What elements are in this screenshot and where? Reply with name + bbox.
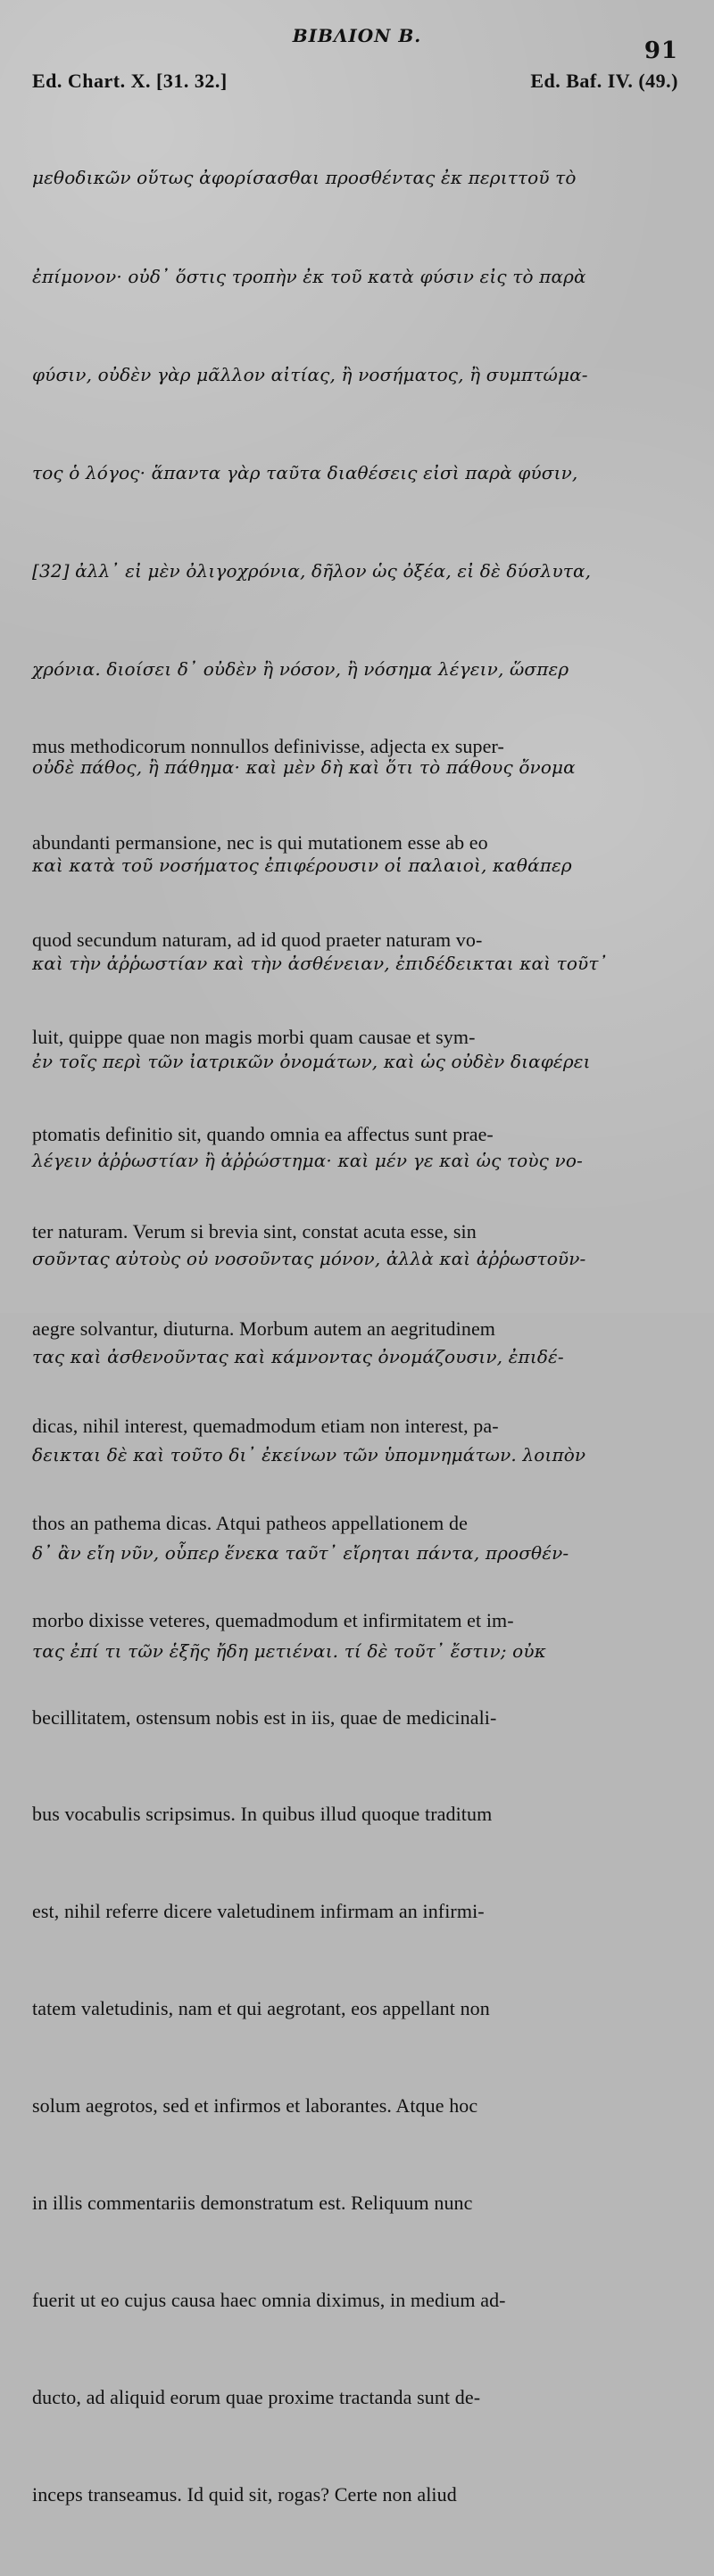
greek-line: σοῦντας αὐτοὺς οὐ νοσοῦντας μόνον, ἀλλὰ καὶ ἀῤῥωστοῦν- [32,1247,586,1269]
latin-line: bus vocabulis scripsimus. In quibus illud quoque traditum [32,1803,493,1826]
greek-line: χρόνια. διοίσει δ᾽ οὐδὲν ἢ νόσον, ἢ νόσημα λέγειν, ὥσπερ [32,657,569,680]
latin-line: ducto, ad aliquid eorum quae proxime tractanda sunt de- [32,2385,481,2408]
latin-line: quod secundum naturam, ad id quod praeter naturam vo- [32,929,483,952]
latin-line: mus methodicorum nonnullos definivisse, adjecta ex super- [32,734,504,757]
greek-line: καὶ κατὰ τοῦ νοσήματος ἐπιφέρουσιν οἱ παλαιοὶ, καθάπερ [32,855,572,877]
greek-line: φύσιν, οὐδὲν γὰρ μᾶλλον αἰτίας, ἢ νοσήματος, ἢ συμπτώμα- [32,363,588,385]
latin-line: inceps transeamus. Id quid sit, rogas? Certe non aliud [32,2482,457,2506]
greek-line: ἐπίμονον· οὐδ᾽ ὅστις τροπὴν ἐκ τοῦ κατὰ φύσιν εἰς τὸ παρὰ [32,265,586,287]
latin-text-block [32,665,682,2576]
latin-line: est, nihil referre dicere valetudinem infirmam an infirmi- [32,1900,485,1923]
latin-line: ptomatis definitio sit, quando omnia ea affectus sunt prae- [32,1123,494,1146]
latin-line: morbo dixisse veteres, quemadmodum et infirmitatem et im- [32,1608,514,1631]
greek-line: [32] ἀλλ᾽ εἰ μὲν ὀλιγοχρόνια, δῆλον ὡς ὀξέα, εἰ δὲ δύσλυτα, [32,559,592,582]
latin-line: dicas, nihil interest, quemadmodum etiam non interest, pa- [32,1414,499,1437]
right-edition-reference: Ed. Baf. IV. (49.) [530,70,678,92]
greek-line: λέγειν ἀῤῥωστίαν ἢ ἀῤῥώστημα· καὶ μέν γε καὶ ὡς τοὺς νο- [32,1149,583,1171]
greek-line: ἐν τοῖς περὶ τῶν ἰατρικῶν ὀνομάτων, καὶ ὡς οὐδὲν διαφέρει [32,1051,591,1073]
page-number: 91 [643,37,678,64]
latin-line: thos an pathema dicas. Atqui patheos appellationem de [32,1511,468,1534]
greek-line: τας καὶ ἀσθενοῦντας καὶ κάμνοντας ὀνομάζουσιν, ἐπιδέ- [32,1345,564,1367]
latin-line: becillitatem, ostensum nobis est in iis, quae de medicinali- [32,1705,497,1729]
greek-line: οὐδὲ πάθος, ἢ πάθημα· καὶ μὲν δὴ καὶ ὅτι τὸ πάθους ὄνομα [32,756,576,779]
latin-line: aegre solvantur, diuturna. Morbum autem an aegritudinem [32,1317,496,1340]
left-edition-reference: Ed. Chart. X. [31. 32.] [32,70,228,92]
greek-line: δ᾽ ἂν εἴη νῦν, οὗπερ ἕνεκα ταῦτ᾽ εἴρηται πάντα, προσθέν- [32,1541,569,1564]
greek-line: τας ἐπί τι τῶν ἑξῆς ἤδη μετιέναι. τί δὲ τοῦτ᾽ ἔστιν; οὐκ [32,1640,546,1663]
latin-line: tatem valetudinis, nam et qui aegrotant, eos appellant non [32,1997,490,2020]
latin-line: ter naturam. Verum si brevia sint, constat acuta esse, sin [32,1220,477,1243]
greek-line: τος ὁ λόγος· ἅπαντα γὰρ ταῦτα διαθέσεις εἰσὶ παρὰ φύσιν, [32,461,578,483]
latin-line: fuerit ut eo cujus causa haec omnia diximus, in medium ad- [32,2288,506,2311]
latin-line: abundanti permansione, nec is qui mutationem esse ab eo [32,831,488,855]
running-head: ΒΙΒΛΙΟΝ Β. [292,25,422,46]
latin-line: solum aegrotos, sed et infirmos et laborantes. Atque hoc [32,2094,478,2118]
greek-line: μεθοδικῶν οὕτως ἀφορίσασθαι προσθέντας ἐκ περιττοῦ τὸ [32,167,577,189]
greek-line: δεικται δὲ καὶ τοῦτο δι᾽ ἐκείνων τῶν ὑπομνημάτων. λοιπὸν [32,1443,586,1466]
latin-line: luit, quippe quae non magis morbi quam causae et sym- [32,1026,476,1049]
greek-line: καὶ τὴν ἀῤῥωστίαν καὶ τὴν ἀσθένειαν, ἐπιδέδεικται καὶ τοῦτ᾽ [32,953,608,975]
latin-line: in illis commentariis demonstratum est. Reliquum nunc [32,2191,473,2214]
